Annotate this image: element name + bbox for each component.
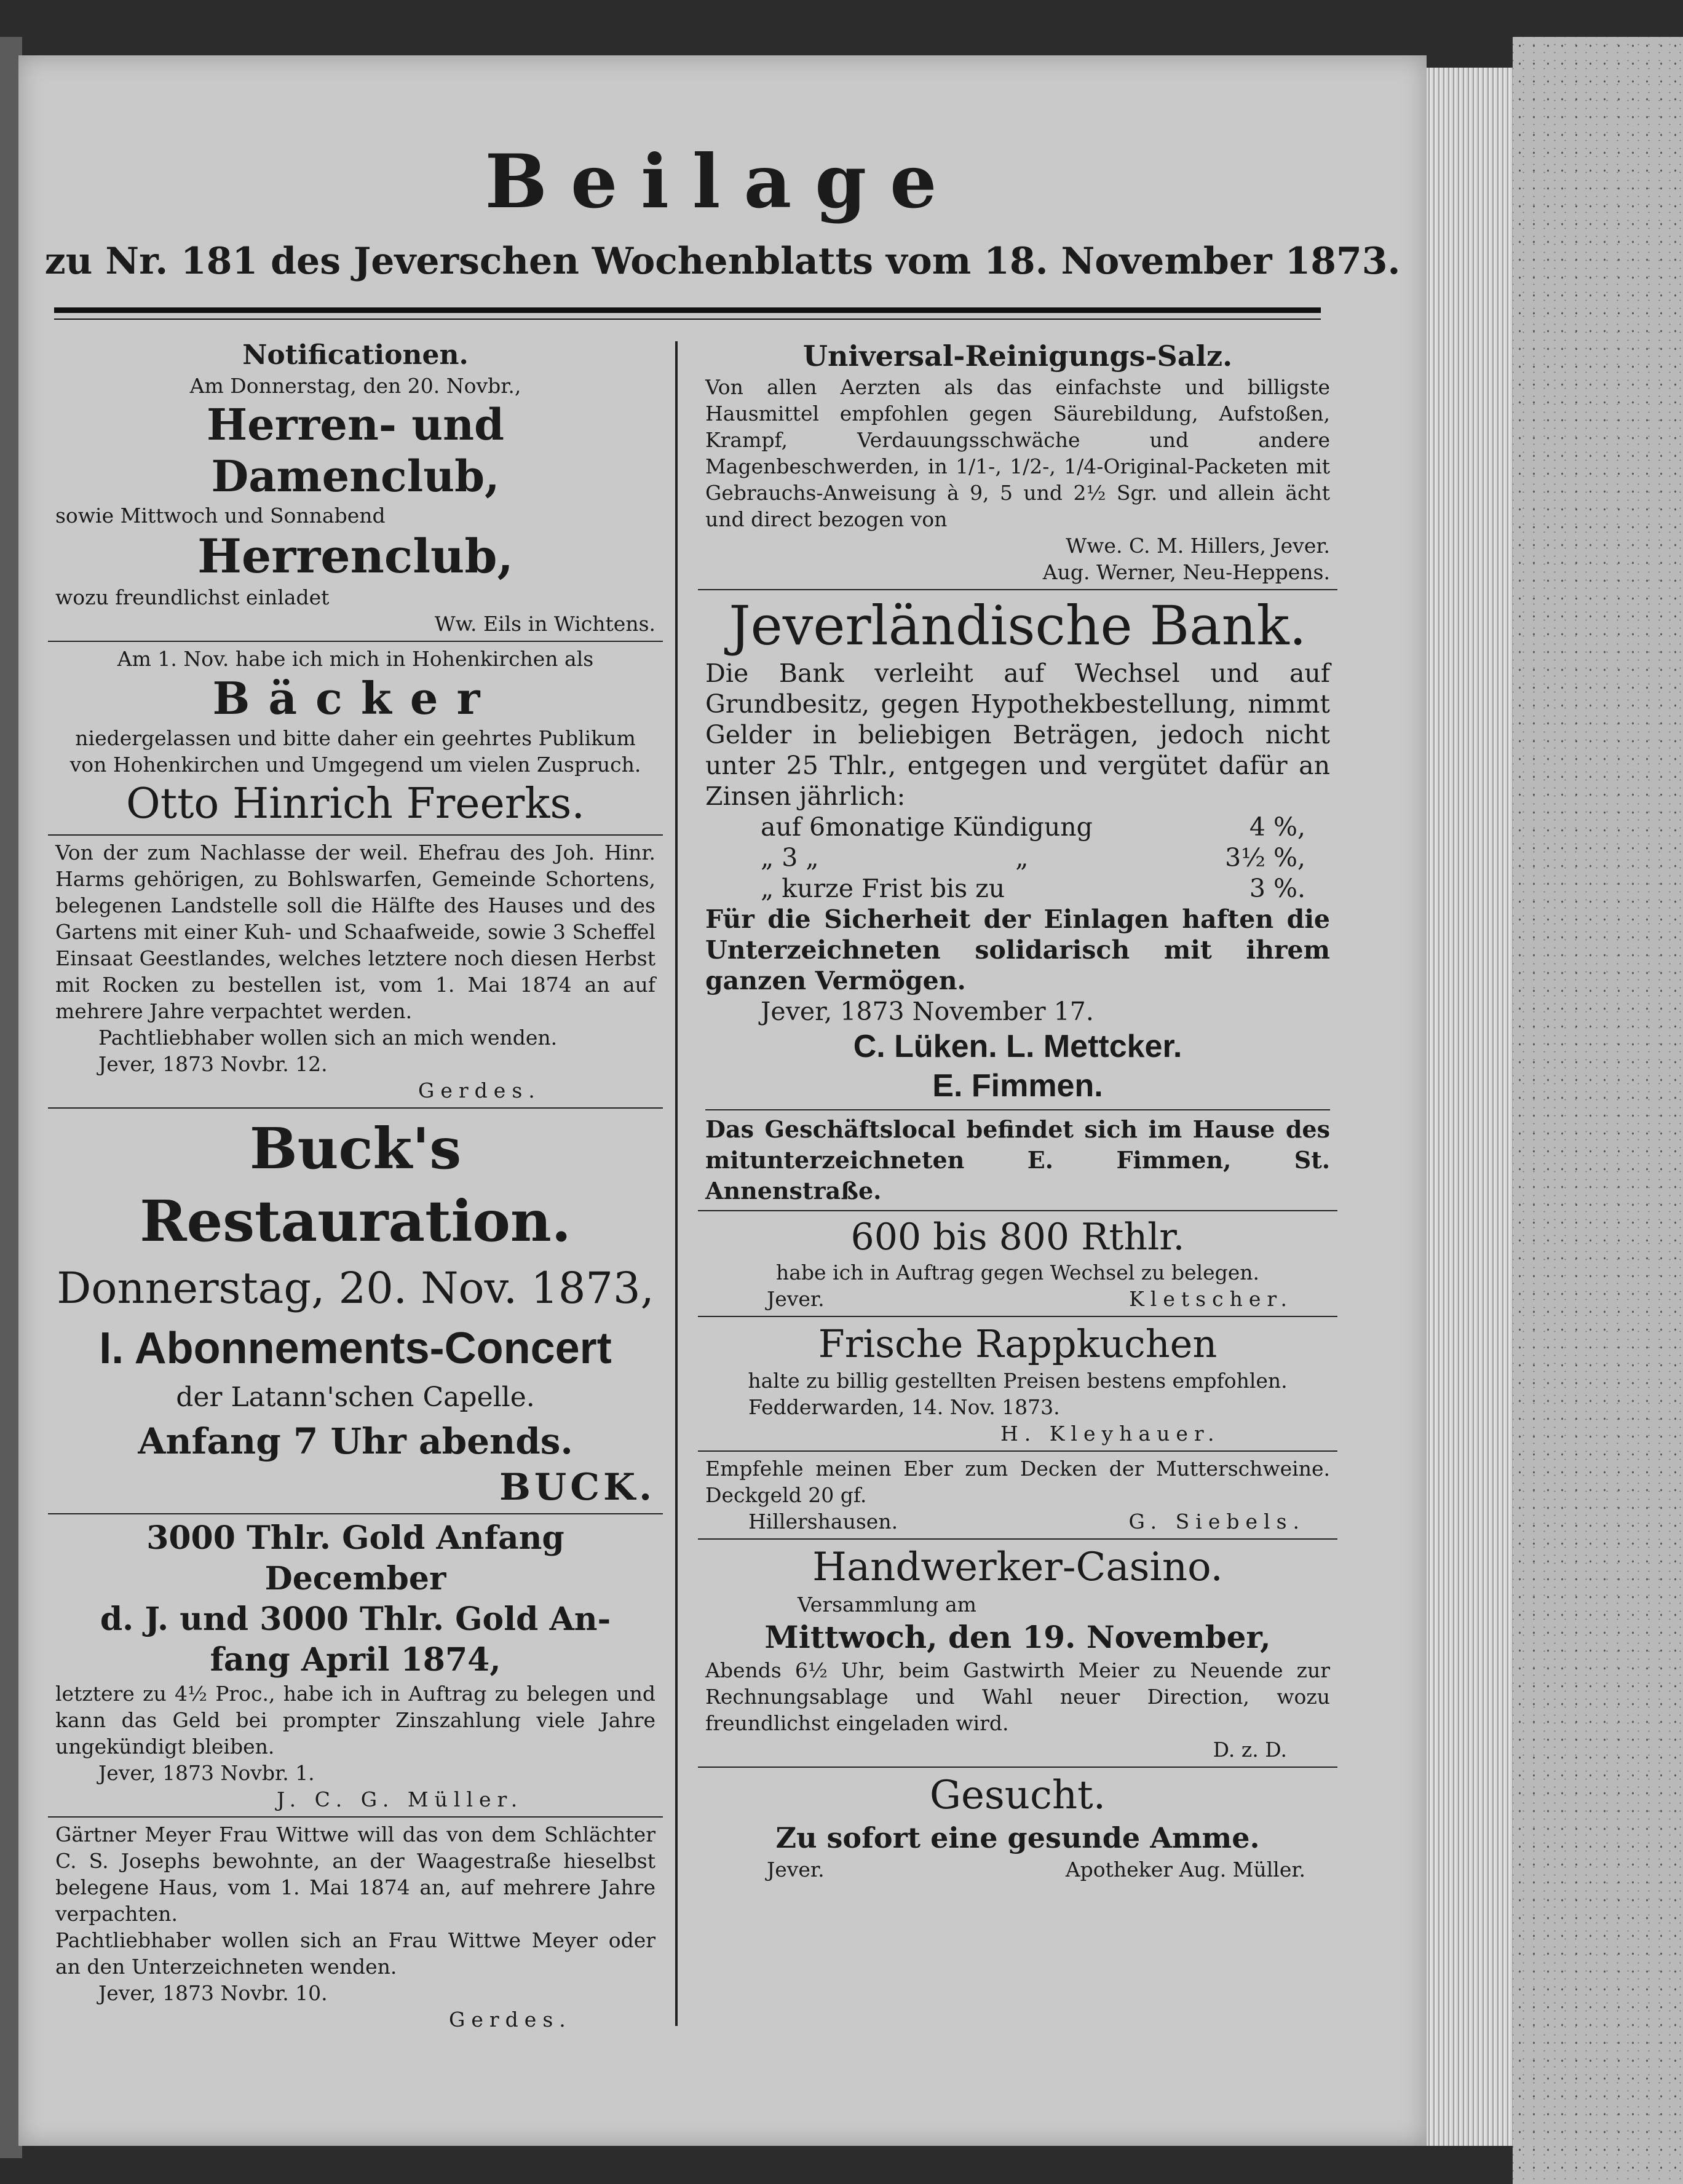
ad-line: sowie Mittwoch und Sonnabend — [55, 504, 386, 528]
ad-separator — [698, 1450, 1337, 1452]
ad-headline: Frische Rappkuchen — [818, 1321, 1218, 1366]
ad-signature: Aug. Werner, Neu-Heppens. — [1042, 560, 1330, 584]
ad-line: Am 1. Nov. habe ich mich in Hohenkirchen als — [117, 647, 594, 671]
ad-signature: Apotheker Aug. Müller. — [1065, 1858, 1305, 1881]
ad-separator — [698, 589, 1337, 590]
ad-separator — [698, 1210, 1337, 1211]
ad-body: Von der zum Nachlasse der weil. Ehefrau des Joh. Hinr. Harms gehörigen, zu Bohlswarfen, Gemeinde Schortens, belegenen Landstelle soll die Hälfte des Hauses und des Gartens mit einer Kuh- und Schaafweide, sowie 3 Scheffel Einsaat Geestlandes, welches letztere noch diesen Herbst mit Rocken zu bestellen ist, vom 1. Mai 1874 an auf mehrere Jahre verpachtet werden. — [55, 841, 655, 1023]
ad-headline: d. J. und 3000 Thlr. Gold An- — [100, 1600, 611, 1638]
ad-notificationen — [48, 338, 663, 637]
rate-value: 3 %. — [1249, 874, 1305, 903]
ad-body: Empfehle meinen Eber zum Decken der Mutterschweine. Deckgeld 20 gf. — [705, 1457, 1330, 1507]
ad-place: Jever. — [767, 1858, 825, 1881]
ad-separator — [705, 1109, 1330, 1110]
rate-value: 3½ %, — [1225, 843, 1305, 872]
ad-line: niedergelassen und bitte daher ein geehrtes Publikum — [75, 726, 636, 750]
ad-separator — [48, 834, 663, 836]
rate-value: 4 %, — [1249, 812, 1305, 842]
ad-footer — [705, 1286, 1330, 1312]
masthead-subtitle: zu Nr. 181 des Jeverschen Wochenblatts vom 18. November 1873. — [44, 240, 1401, 283]
ad-heading: Notificationen. — [242, 339, 469, 371]
ad-meyer — [48, 1821, 663, 2033]
rate-term: „ 3 „ — [761, 843, 819, 872]
ad-body-bold: Das Geschäftslocal befindet sich im Hause des mitunterzeichneten E. Fimmen, St. Annenstraße. — [705, 1115, 1330, 1205]
rate-row — [705, 842, 1330, 873]
ad-headline: fang April 1874, — [210, 1641, 501, 1679]
ad-headline: Zu sofort eine gesunde Amme. — [775, 1821, 1260, 1854]
ad-signature: BUCK. — [499, 1466, 655, 1509]
ad-gold — [48, 1518, 663, 1813]
ad-signature: D. z. D. — [1213, 1738, 1287, 1762]
ad-signature: Gerdes. — [449, 2008, 572, 2032]
right-column — [698, 338, 1337, 1883]
ad-line: wozu freundlichst einladet — [55, 585, 330, 609]
ad-gesucht — [698, 1771, 1337, 1883]
ad-separator — [698, 1767, 1337, 1768]
ad-separator — [48, 641, 663, 642]
ad-body: Abends 6½ Uhr, beim Gastwirth Meier zu Neuende zur Rechnungsablage und Wahl neuer Direction, wozu freundlichst eingeladen wird. — [705, 1658, 1330, 1735]
ad-line: habe ich in Auftrag gegen Wechsel zu belegen. — [775, 1260, 1260, 1284]
ad-footer — [705, 1508, 1330, 1535]
column-divider — [675, 341, 678, 2026]
ad-handwerker-casino — [698, 1543, 1337, 1763]
ad-separator — [698, 1316, 1337, 1317]
ad-headline: Bäcker — [212, 672, 499, 724]
ad-signature: Gerdes. — [418, 1078, 541, 1102]
rate-row — [705, 812, 1330, 842]
page-block-edges — [1427, 68, 1513, 2146]
rate-term: auf 6monatige Kündigung — [761, 812, 1093, 842]
ad-separator — [48, 1816, 663, 1818]
ad-harms — [48, 839, 663, 1104]
ad-date: Jever, 1873 Novbr. 1. — [98, 1761, 315, 1785]
ad-name: Otto Hinrich Freerks. — [126, 780, 585, 828]
ad-headline: I. Abonnements-Concert — [99, 1324, 612, 1373]
ad-place: Jever. — [767, 1287, 825, 1311]
ad-date: Jever, 1873 Novbr. 10. — [98, 1981, 328, 2005]
rate-row — [705, 873, 1330, 904]
ad-body: Die Bank verleiht auf Wechsel und auf Grundbesitz, gegen Hypothekbestellung, nimmt Gelder in beliebigen Beträgen, jedoch nicht unter 25 Thlr., entgegen und vergütet dafür an Zinsen jährlich: — [705, 659, 1330, 811]
ad-buck — [48, 1112, 663, 1509]
ad-signatories: C. Lüken. L. Mettcker. — [853, 1029, 1182, 1064]
ad-date: Fedderwarden, 14. Nov. 1873. — [748, 1395, 1060, 1419]
ad-headline: Gesucht. — [929, 1773, 1106, 1818]
rate-term: „ kurze Frist bis zu — [761, 874, 1005, 903]
ad-body-bold: Für die Sicherheit der Einlagen haften die Unterzeichneten solidarisch mit ihrem ganzen Vermögen. — [705, 904, 1330, 995]
ad-date: Jever, 1873 November 17. — [761, 997, 1094, 1026]
ad-headline: Anfang 7 Uhr abends. — [138, 1420, 573, 1462]
ad-headline: Buck's Restauration. — [140, 1115, 571, 1254]
ad-rappkuchen — [698, 1321, 1337, 1447]
ad-body: Gärtner Meyer Frau Wittwe will das von dem Schlächter C. S. Josephs bewohnte, an der Waagestraße hieselbst belegene Haus, vom 1. Mai 1874 an, auf mehrere Jahre verpachten. — [55, 1822, 655, 1926]
ad-footer — [705, 1856, 1330, 1883]
ad-line: von Hohenkirchen und Umgegend um vielen Zuspruch. — [69, 753, 641, 777]
ad-headline: Herrenclub, — [197, 529, 513, 584]
ad-separator — [48, 1513, 663, 1514]
ad-signature: G. Siebels. — [1128, 1509, 1305, 1533]
ad-headline: Herren- und Damenclub, — [206, 399, 505, 502]
ad-date-line: Donnerstag, 20. Nov. 1873, — [57, 1263, 654, 1313]
ad-rthlr — [698, 1215, 1337, 1312]
ad-headline: 600 bis 800 Rthlr. — [850, 1216, 1185, 1259]
newspaper-page — [18, 55, 1427, 2146]
ad-date: Jever, 1873 Novbr. 12. — [98, 1052, 328, 1076]
left-column — [48, 338, 663, 2033]
ad-place: Hillershausen. — [748, 1509, 898, 1533]
ad-body: Von allen Aerzten als das einfachste und billigste Hausmittel empfohlen gegen Säurebildung, Aufstoßen, Krampf, Verdauungsschwäche und andere Magenbeschwerden, in 1/1-, 1/2-, 1/4-Original-Packeten mit Gebrauchs-Anweisung à 9, 5 und 2½ Sgr. und allein ächt und direct bezogen von — [705, 375, 1330, 531]
ad-line: halte zu billig gestellten Preisen bestens empfohlen. — [748, 1369, 1288, 1393]
rate-ditto: „ — [1015, 843, 1029, 872]
ad-line: Am Donnerstag, den 20. Novbr., — [189, 374, 521, 398]
ad-body: letztere zu 4½ Proc., habe ich in Auftrag zu belegen und kann das Geld bei prompter Zinszahlung viele Jahre ungekündigt bleiben. — [55, 1682, 655, 1759]
ad-reinigungssalz — [698, 338, 1337, 585]
ad-jeverlaendische-bank — [698, 594, 1337, 1206]
ad-headline: 3000 Thlr. Gold Anfang December — [146, 1519, 564, 1597]
ad-body: Pachtliebhaber wollen sich an Frau Wittwe Meyer oder an den Unterzeichneten wenden. — [55, 1928, 655, 1979]
ad-line: der Latann'schen Capelle. — [176, 1382, 535, 1413]
ad-headline: Jeverländische Bank. — [729, 594, 1307, 657]
ad-signature: Ww. Eils in Wichtens. — [434, 612, 655, 636]
ad-separator — [698, 1538, 1337, 1540]
ad-signature: J. C. G. Müller. — [277, 1787, 524, 1811]
ad-headline: Handwerker-Casino. — [812, 1545, 1223, 1590]
ad-headline: Mittwoch, den 19. November, — [764, 1619, 1271, 1655]
ad-separator — [48, 1107, 663, 1109]
masthead-rule — [54, 307, 1321, 313]
ad-line: Versammlung am — [798, 1593, 976, 1616]
ad-eber — [698, 1455, 1337, 1535]
ad-signature: Kletscher. — [1129, 1287, 1293, 1311]
ad-signature: H. Kleyhauer. — [1000, 1422, 1221, 1446]
masthead-rule-thin — [54, 318, 1321, 320]
book-cover-board — [1513, 37, 1683, 2184]
masthead-title: Beilage — [485, 138, 960, 225]
ad-baecker — [48, 646, 663, 831]
ad-signatory: E. Fimmen. — [932, 1068, 1103, 1104]
ad-signature: Wwe. C. M. Hillers, Jever. — [1066, 534, 1330, 558]
ad-line: Pachtliebhaber wollen sich an mich wenden. — [98, 1026, 558, 1050]
ad-heading: Universal-Reinigungs-Salz. — [802, 339, 1233, 373]
